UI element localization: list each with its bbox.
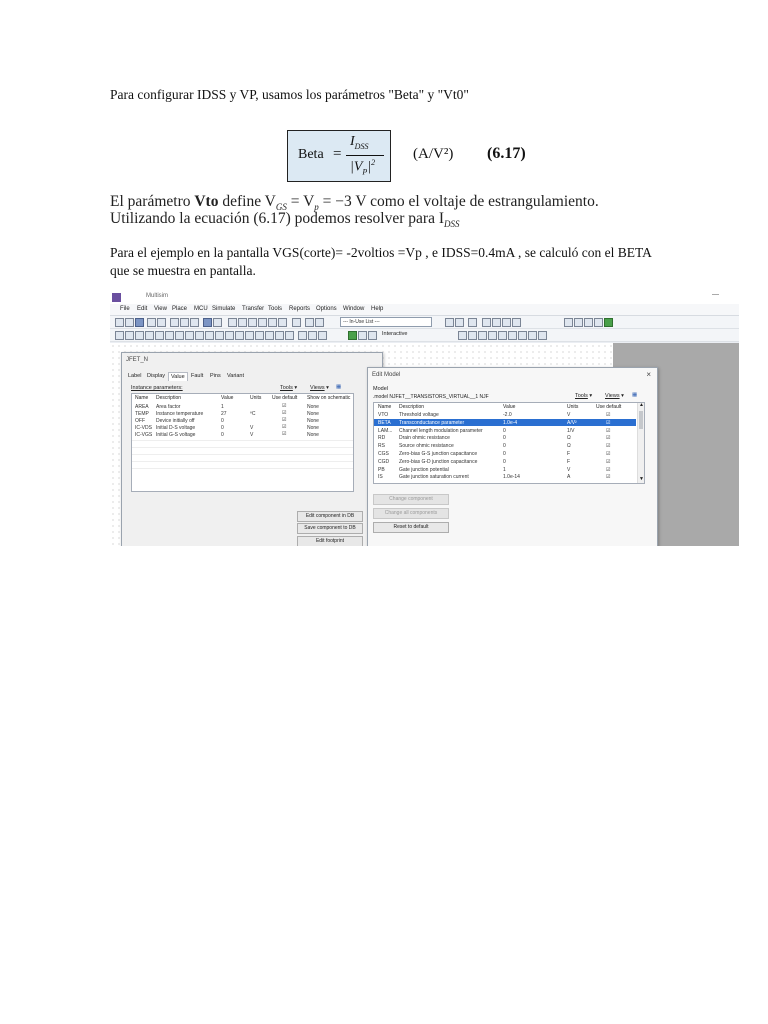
interactive-mode-label[interactable]: Interactive <box>382 331 408 337</box>
database-icon[interactable] <box>258 318 267 327</box>
vertical-scrollbar[interactable] <box>637 403 644 483</box>
zoom-fit-icon[interactable] <box>594 318 603 327</box>
use-default-checkbox[interactable]: ☑ <box>606 451 611 457</box>
param-value[interactable]: 0 <box>221 418 224 424</box>
menu-reports[interactable]: Reports <box>289 306 311 312</box>
menu-bar <box>110 304 739 316</box>
cmos-icon[interactable] <box>175 331 184 340</box>
param-units: 1/V <box>567 427 575 434</box>
use-default-checkbox[interactable]: ☑ <box>606 443 611 450</box>
grid-divider <box>132 440 353 441</box>
param-name: CGS <box>378 451 389 457</box>
param-units: V <box>250 432 254 438</box>
use-default-checkbox[interactable]: ☑ <box>606 458 611 465</box>
source-icon[interactable] <box>115 331 124 340</box>
undo-icon[interactable] <box>203 318 212 327</box>
multisim-screenshot <box>110 291 739 546</box>
param-name: IC-VDS <box>135 425 152 431</box>
col-units[interactable]: Units <box>250 395 262 401</box>
menu-tools[interactable]: Tools <box>268 306 283 312</box>
iv-analyzer-icon[interactable] <box>538 331 547 340</box>
redo-icon[interactable] <box>213 318 222 327</box>
param-value[interactable]: 0 <box>503 458 506 465</box>
param-description: Gate junction saturation current <box>399 474 469 481</box>
use-default-checkbox[interactable]: ☑ <box>606 427 611 434</box>
dialog-title: Edit Model <box>372 372 401 378</box>
grid-divider <box>132 454 353 455</box>
model-label: Model <box>373 386 388 392</box>
multimeter-icon[interactable] <box>458 331 467 340</box>
param-name: RS <box>378 443 385 450</box>
views-menu[interactable]: Views ▾ <box>605 393 624 399</box>
menu-file[interactable]: File <box>120 306 130 312</box>
param-units: F <box>567 458 571 465</box>
menu-options[interactable]: Options <box>316 306 337 312</box>
menu-edit[interactable]: Edit <box>137 306 148 312</box>
menu-help[interactable]: Help <box>371 306 384 312</box>
param-value[interactable]: 1.0e-14 <box>503 474 520 481</box>
param-value[interactable]: 0 <box>503 443 506 450</box>
basic-icon[interactable] <box>125 331 134 340</box>
intro-paragraph: Para configurar IDSS y VP, usamos los parámetros "Beta" y "Vt0" <box>110 87 469 102</box>
param-value[interactable]: 0 <box>221 432 224 438</box>
mcu-icon[interactable] <box>265 331 274 340</box>
param-value[interactable]: 0 <box>503 451 506 457</box>
logic-converter-icon[interactable] <box>528 331 537 340</box>
param-description: Gate junction potential <box>399 466 449 473</box>
app-title: Multisim <box>146 293 168 299</box>
probe-icon[interactable] <box>445 318 454 327</box>
indicator-icon[interactable] <box>205 331 214 340</box>
use-default-checkbox[interactable]: ☑ <box>606 474 611 481</box>
print-icon[interactable] <box>147 318 156 327</box>
show-on-schematic[interactable]: None <box>307 411 319 417</box>
lock-icon[interactable] <box>492 318 501 327</box>
param-description: Device initially off <box>156 418 195 424</box>
param-description: Drain ohmic resistance <box>399 435 450 442</box>
title-bar <box>110 291 739 304</box>
param-value[interactable]: 1.0e-4 <box>503 419 518 426</box>
param-name: IC-VGS <box>135 432 153 438</box>
views-menu[interactable]: Views ▾ <box>310 385 329 391</box>
bode-plotter-icon[interactable] <box>498 331 507 340</box>
analog-icon[interactable] <box>155 331 164 340</box>
scroll-down-icon[interactable]: ▼ <box>639 476 644 482</box>
tab-display[interactable]: Display <box>147 373 166 379</box>
col-value[interactable]: Value <box>221 395 234 401</box>
close-icon[interactable]: × <box>646 370 651 379</box>
param-units: ºC <box>250 411 256 417</box>
design-toolbox-icon[interactable] <box>228 318 237 327</box>
beta-formula-image <box>287 130 557 182</box>
zoom-area-icon[interactable] <box>584 318 593 327</box>
tools-menu[interactable]: Tools ▾ <box>575 393 593 399</box>
use-default-checkbox[interactable]: ☑ <box>282 424 287 430</box>
example-paragraph: Para el ejemplo en la pantalla VGS(corte)= -2voltios =Vp , e IDSS=0.4mA , se calculó con el BETA que se muestra en pantalla. <box>110 245 652 278</box>
show-on-schematic[interactable]: None <box>307 418 319 424</box>
change-all-components-button[interactable]: Change all components <box>373 508 449 519</box>
use-default-checkbox[interactable]: ☑ <box>606 435 611 442</box>
param-value[interactable]: 1 <box>503 466 506 473</box>
hierarchical-block-icon[interactable] <box>275 331 284 340</box>
param-name: CGD <box>378 458 390 465</box>
use-default-checkbox[interactable]: ☑ <box>606 419 611 426</box>
menu-mcu[interactable]: MCU <box>194 306 208 312</box>
spreadsheet-icon[interactable] <box>238 318 247 327</box>
col-description[interactable]: Description <box>156 395 182 401</box>
edit-footprint-button[interactable]: Edit footprint <box>297 536 363 546</box>
param-name: LAM... <box>378 427 393 434</box>
tab-value[interactable]: Value <box>168 372 188 381</box>
print-preview-icon[interactable] <box>157 318 166 327</box>
pause-simulation-icon[interactable] <box>358 331 367 340</box>
main-toolbar <box>110 316 739 329</box>
components-toolbar <box>110 329 739 342</box>
param-description: Source ohmic resistance <box>399 443 454 450</box>
change-component-button[interactable]: Change component <box>373 494 449 505</box>
help-icon[interactable] <box>292 318 301 327</box>
param-description: Instance temperature <box>156 411 204 417</box>
param-description: Threshold voltage <box>399 412 439 418</box>
grid-divider <box>132 461 353 462</box>
param-units: F <box>567 451 571 457</box>
grid-divider <box>132 447 353 448</box>
param-description: Initial D-S voltage <box>156 425 196 431</box>
formula-denominator: $|V_P|^2$ <box>350 158 376 177</box>
share-icon[interactable] <box>502 318 511 327</box>
power-icon[interactable] <box>215 331 224 340</box>
cut-icon[interactable] <box>170 318 179 327</box>
formula-box <box>287 130 391 182</box>
electromechanical-icon[interactable] <box>255 331 264 340</box>
rf-icon[interactable] <box>245 331 254 340</box>
mixed-icon[interactable] <box>195 331 204 340</box>
logic-analyzer-icon[interactable] <box>518 331 527 340</box>
param-name: OFF <box>135 418 145 424</box>
param-description: Channel length modulation parameter <box>399 427 483 434</box>
advanced-peripherals-icon[interactable] <box>235 331 244 340</box>
word-generator-icon[interactable] <box>508 331 517 340</box>
use-default-checkbox[interactable]: ☑ <box>282 403 287 409</box>
grid-options-icon[interactable]: ▦ <box>336 384 342 390</box>
col-name[interactable]: Name <box>378 404 392 410</box>
menu-transfer[interactable]: Transfer <box>242 306 265 312</box>
fraction-bar <box>346 155 384 156</box>
col-use-default[interactable]: Use default <box>272 395 298 401</box>
param-units: Ω <box>567 435 571 442</box>
param-units: A/V² <box>567 419 577 426</box>
vto-definition-line: El parámetro Vto define $V_{GS} = V_p = -3$ V como el voltaje de estrangulamiento. <box>110 193 599 213</box>
param-value[interactable]: -2.0 <box>503 412 512 418</box>
param-name: PB <box>378 466 385 473</box>
menu-simulate[interactable]: Simulate <box>212 306 236 312</box>
measure-icon[interactable] <box>468 318 477 327</box>
formula-lhs: Beta <box>298 147 324 162</box>
tab-label[interactable]: Label <box>128 373 142 379</box>
param-name: VTO <box>378 412 389 418</box>
component-wizard-icon[interactable] <box>268 318 277 327</box>
param-value[interactable]: 0 <box>503 435 506 442</box>
use-default-checkbox[interactable]: ☑ <box>606 466 611 473</box>
tools-menu[interactable]: Tools ▾ <box>280 385 298 391</box>
tab-variant[interactable]: Variant <box>227 373 245 379</box>
export-icon[interactable] <box>512 318 521 327</box>
formula-equals: = <box>333 146 342 162</box>
col-units[interactable]: Units <box>567 404 579 410</box>
full-screen-icon[interactable] <box>604 318 613 327</box>
menu-window[interactable]: Window <box>343 306 365 312</box>
oscilloscope-icon[interactable] <box>488 331 497 340</box>
model-name: .model NJFET__TRANSISTORS_VIRTUAL__1 NJF <box>373 394 489 400</box>
save-icon[interactable] <box>135 318 144 327</box>
equation-number: (6.17) <box>487 145 526 162</box>
ttl-icon[interactable] <box>165 331 174 340</box>
electrical-rules-icon[interactable] <box>305 318 314 327</box>
transfer-icon[interactable] <box>315 318 324 327</box>
reset-to-default-button[interactable]: Reset to default <box>373 522 449 533</box>
idss-solve-line: Utilizando la ecuación (6.17) podemos resolver para $I_{DSS}$ <box>110 210 460 230</box>
use-default-checkbox[interactable]: ☑ <box>282 410 287 416</box>
postprocessor-icon[interactable] <box>278 318 287 327</box>
col-name[interactable]: Name <box>135 395 149 401</box>
param-description: Area factor <box>156 404 181 410</box>
multisim-app-icon <box>112 293 121 302</box>
function-generator-icon[interactable] <box>468 331 477 340</box>
text-icon[interactable] <box>318 331 327 340</box>
use-default-checkbox[interactable]: ☑ <box>282 431 287 437</box>
wattmeter-icon[interactable] <box>478 331 487 340</box>
show-on-schematic[interactable]: None <box>307 425 319 431</box>
grapher-icon[interactable] <box>248 318 257 327</box>
param-description: Transconductance parameter <box>399 419 465 426</box>
col-value[interactable]: Value <box>503 404 516 410</box>
formula-units: (A/V²) <box>413 146 454 162</box>
param-name: TEMP <box>135 411 149 417</box>
model-parameters-grid <box>373 402 645 484</box>
transistor-icon[interactable] <box>145 331 154 340</box>
tab-pins[interactable]: Pins <box>210 373 221 379</box>
param-units: V <box>250 425 254 431</box>
show-on-schematic[interactable]: None <box>307 432 319 438</box>
menu-view[interactable]: View <box>154 306 167 312</box>
param-name: IS <box>378 474 383 481</box>
col-description[interactable]: Description <box>399 404 425 410</box>
misc-digital-icon[interactable] <box>185 331 194 340</box>
wire-icon[interactable] <box>298 331 307 340</box>
save-component-to-db-button[interactable]: Save component to DB <box>297 523 363 534</box>
use-default-checkbox[interactable]: ☑ <box>282 417 287 423</box>
param-value[interactable]: 0 <box>221 425 224 431</box>
toggle-icon[interactable] <box>482 318 491 327</box>
stop-simulation-icon[interactable] <box>368 331 377 340</box>
grid-options-icon[interactable]: ▦ <box>632 392 638 398</box>
misc-icon[interactable] <box>225 331 234 340</box>
param-value[interactable]: 0 <box>503 427 506 434</box>
edit-component-in-db-button[interactable]: Edit component in DB <box>297 511 363 522</box>
analysis-icon[interactable] <box>455 318 464 327</box>
instance-parameters-grid <box>131 393 354 492</box>
bus-icon[interactable] <box>285 331 294 340</box>
dialog-title: JFET_N <box>126 357 149 363</box>
param-units: V <box>567 466 571 473</box>
scroll-up-icon[interactable]: ▲ <box>639 402 644 408</box>
param-description: Initial G-S voltage <box>156 432 196 438</box>
instance-parameters-label: Instance parameters: <box>131 385 183 391</box>
run-simulation-icon[interactable] <box>348 331 357 340</box>
col-use-default[interactable]: Use default <box>596 404 622 410</box>
junction-icon[interactable] <box>308 331 317 340</box>
in-use-list-dropdown[interactable]: --- In-Use List --- <box>340 317 432 327</box>
diode-icon[interactable] <box>135 331 144 340</box>
copy-icon[interactable] <box>180 318 189 327</box>
param-units: A <box>567 474 571 481</box>
param-units: V <box>567 412 571 418</box>
param-units: Ω <box>567 443 571 450</box>
open-file-icon[interactable] <box>125 318 134 327</box>
grid-divider <box>132 468 353 469</box>
param-description: Zero-bias G-S junction capacitance <box>399 451 478 457</box>
zoom-out-icon[interactable] <box>574 318 583 327</box>
param-name: AREA <box>135 404 149 410</box>
minimize-button[interactable]: — <box>712 291 719 298</box>
zoom-in-icon[interactable] <box>564 318 573 327</box>
param-description: Zero-bias G-D junction capacitance <box>399 458 478 465</box>
param-name: BETA <box>378 419 391 426</box>
menu-place[interactable]: Place <box>172 306 188 312</box>
col-show-on-schematic[interactable]: Show on schematic <box>307 395 351 401</box>
scroll-thumb[interactable] <box>639 411 643 429</box>
paste-icon[interactable] <box>190 318 199 327</box>
use-default-checkbox[interactable]: ☑ <box>606 412 611 418</box>
show-on-schematic[interactable]: None <box>307 404 319 410</box>
new-file-icon[interactable] <box>115 318 124 327</box>
param-value[interactable]: 27 <box>221 411 227 417</box>
formula-numerator: $I_{DSS}$ <box>350 134 369 151</box>
param-value[interactable]: 1 <box>221 404 224 410</box>
tab-fault[interactable]: Fault <box>191 373 204 379</box>
edit-model-dialog <box>367 367 658 546</box>
param-name: RD <box>378 435 386 442</box>
